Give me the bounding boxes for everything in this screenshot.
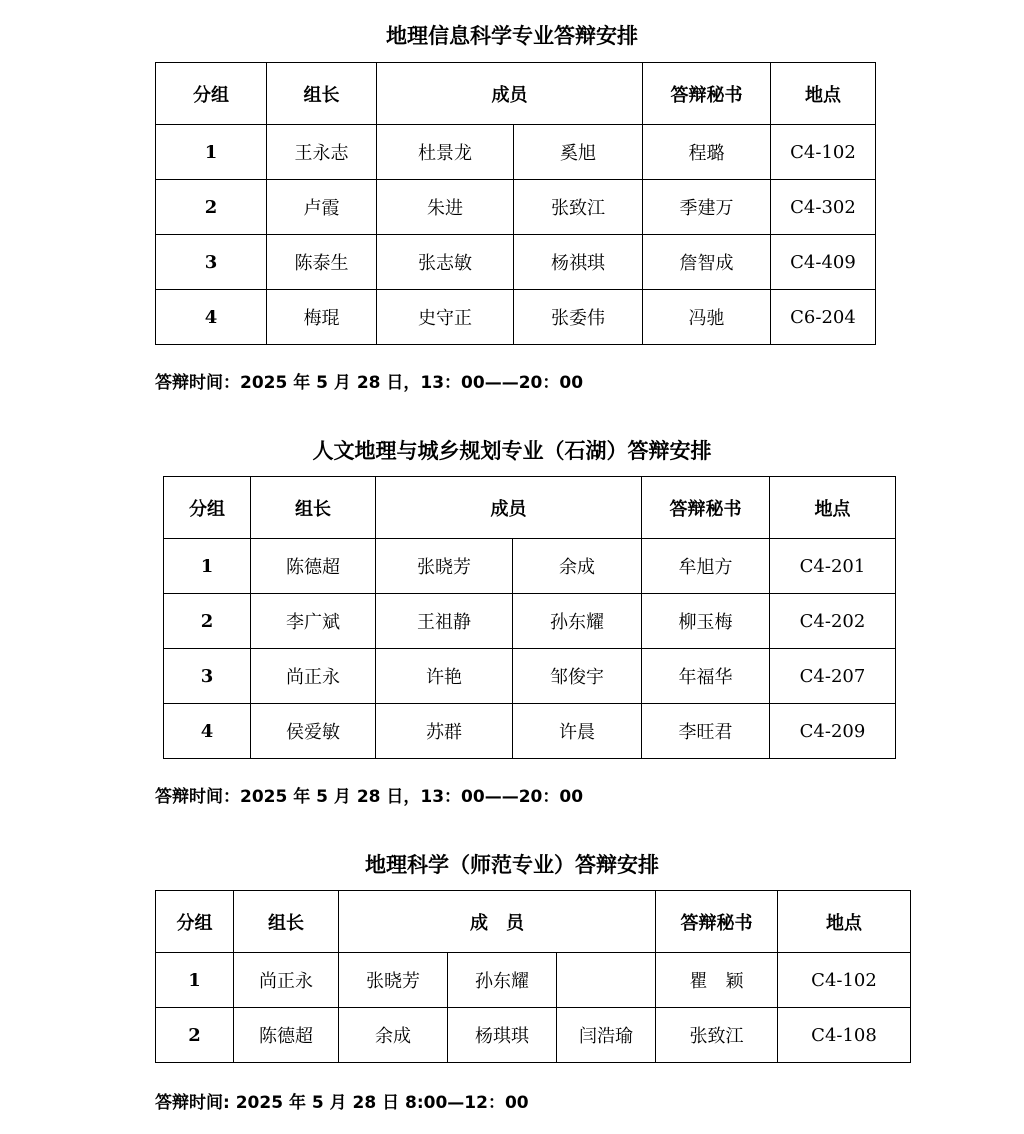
header-secretary: 答辩秘书 — [643, 63, 771, 125]
table-row — [164, 649, 896, 704]
table-row — [164, 594, 896, 649]
member-cell: 许晨 — [513, 704, 642, 759]
defense-time-2: 答辩时间：2025 年 5 月 28 日，13：00——20：00 — [155, 787, 584, 807]
member-cell: 余成 — [513, 539, 642, 594]
member-cell: 张致江 — [514, 180, 643, 235]
location-cell: C6-204 — [771, 290, 876, 345]
header-secretary: 答辩秘书 — [656, 891, 778, 953]
member-cell: 许艳 — [376, 649, 513, 704]
table-row — [156, 180, 876, 235]
member-cell: 张晓芳 — [339, 953, 448, 1008]
leader-cell: 陈泰生 — [267, 235, 377, 290]
member-cell: 闫浩瑜 — [557, 1008, 656, 1063]
group-cell: 2 — [156, 180, 267, 235]
member-cell: 苏群 — [376, 704, 513, 759]
group-cell: 1 — [156, 953, 234, 1008]
leader-cell: 李广斌 — [251, 594, 376, 649]
header-group: 分组 — [156, 63, 267, 125]
member-cell: 史守正 — [377, 290, 514, 345]
location-cell: C4-108 — [778, 1008, 911, 1063]
header-location: 地点 — [770, 477, 896, 539]
header-leader: 组长 — [251, 477, 376, 539]
member-cell: 余成 — [339, 1008, 448, 1063]
member-cell: 邹俊宇 — [513, 649, 642, 704]
secretary-cell: 詹智成 — [643, 235, 771, 290]
member-cell — [557, 953, 656, 1008]
group-cell: 3 — [164, 649, 251, 704]
header-location: 地点 — [771, 63, 876, 125]
leader-cell: 尚正永 — [251, 649, 376, 704]
table-header-row — [156, 63, 876, 125]
leader-cell: 王永志 — [267, 125, 377, 180]
location-cell: C4-409 — [771, 235, 876, 290]
secretary-cell: 柳玉梅 — [642, 594, 770, 649]
section-3-title: 地理科学（师范专业）答辩安排 — [365, 853, 659, 877]
location-cell: C4-302 — [771, 180, 876, 235]
group-cell: 2 — [156, 1008, 234, 1063]
member-cell: 张志敏 — [377, 235, 514, 290]
section-2-title: 人文地理与城乡规划专业（石湖）答辩安排 — [312, 439, 712, 463]
member-cell: 孙东耀 — [513, 594, 642, 649]
member-cell: 孙东耀 — [448, 953, 557, 1008]
location-cell: C4-207 — [770, 649, 896, 704]
defense-time-1: 答辩时间：2025 年 5 月 28 日，13：00——20：00 — [155, 373, 584, 393]
member-cell: 王祖静 — [376, 594, 513, 649]
secretary-cell: 程璐 — [643, 125, 771, 180]
location-cell: C4-201 — [770, 539, 896, 594]
leader-cell: 卢霞 — [267, 180, 377, 235]
secretary-cell: 冯驰 — [643, 290, 771, 345]
header-secretary: 答辩秘书 — [642, 477, 770, 539]
group-cell: 2 — [164, 594, 251, 649]
secretary-cell: 李旺君 — [642, 704, 770, 759]
secretary-cell: 张致江 — [656, 1008, 778, 1063]
leader-cell: 侯爱敏 — [251, 704, 376, 759]
header-location: 地点 — [778, 891, 911, 953]
member-cell: 张委伟 — [514, 290, 643, 345]
table-header-row — [156, 891, 911, 953]
location-cell: C4-102 — [778, 953, 911, 1008]
table-row — [156, 290, 876, 345]
schedule-table-2 — [163, 476, 896, 759]
location-cell: C4-202 — [770, 594, 896, 649]
group-cell: 3 — [156, 235, 267, 290]
member-cell: 朱进 — [377, 180, 514, 235]
schedule-table-1 — [155, 62, 876, 345]
header-members: 成员 — [376, 477, 642, 539]
header-members: 成 员 — [339, 891, 656, 953]
secretary-cell: 季建万 — [643, 180, 771, 235]
member-cell: 奚旭 — [514, 125, 643, 180]
table-row — [156, 125, 876, 180]
leader-cell: 尚正永 — [234, 953, 339, 1008]
group-cell: 4 — [156, 290, 267, 345]
header-group: 分组 — [164, 477, 251, 539]
table-row — [156, 953, 911, 1008]
secretary-cell: 牟旭方 — [642, 539, 770, 594]
leader-cell: 陈德超 — [234, 1008, 339, 1063]
group-cell: 1 — [156, 125, 267, 180]
member-cell: 张晓芳 — [376, 539, 513, 594]
header-members: 成员 — [377, 63, 643, 125]
member-cell: 杜景龙 — [377, 125, 514, 180]
member-cell: 杨琪琪 — [448, 1008, 557, 1063]
section-1-title: 地理信息科学专业答辩安排 — [386, 24, 638, 48]
location-cell: C4-209 — [770, 704, 896, 759]
table-header-row — [164, 477, 896, 539]
group-cell: 1 — [164, 539, 251, 594]
defense-time-3: 答辩时间: 2025 年 5 月 28 日 8:00—12：00 — [155, 1093, 529, 1113]
secretary-cell: 年福华 — [642, 649, 770, 704]
secretary-cell: 瞿 颖 — [656, 953, 778, 1008]
table-row — [156, 1008, 911, 1063]
table-row — [156, 235, 876, 290]
leader-cell: 陈德超 — [251, 539, 376, 594]
schedule-table-3 — [155, 890, 911, 1063]
member-cell: 杨祺琪 — [514, 235, 643, 290]
table-row — [164, 704, 896, 759]
leader-cell: 梅琨 — [267, 290, 377, 345]
header-leader: 组长 — [267, 63, 377, 125]
table-row — [164, 539, 896, 594]
location-cell: C4-102 — [771, 125, 876, 180]
header-group: 分组 — [156, 891, 234, 953]
header-leader: 组长 — [234, 891, 339, 953]
group-cell: 4 — [164, 704, 251, 759]
